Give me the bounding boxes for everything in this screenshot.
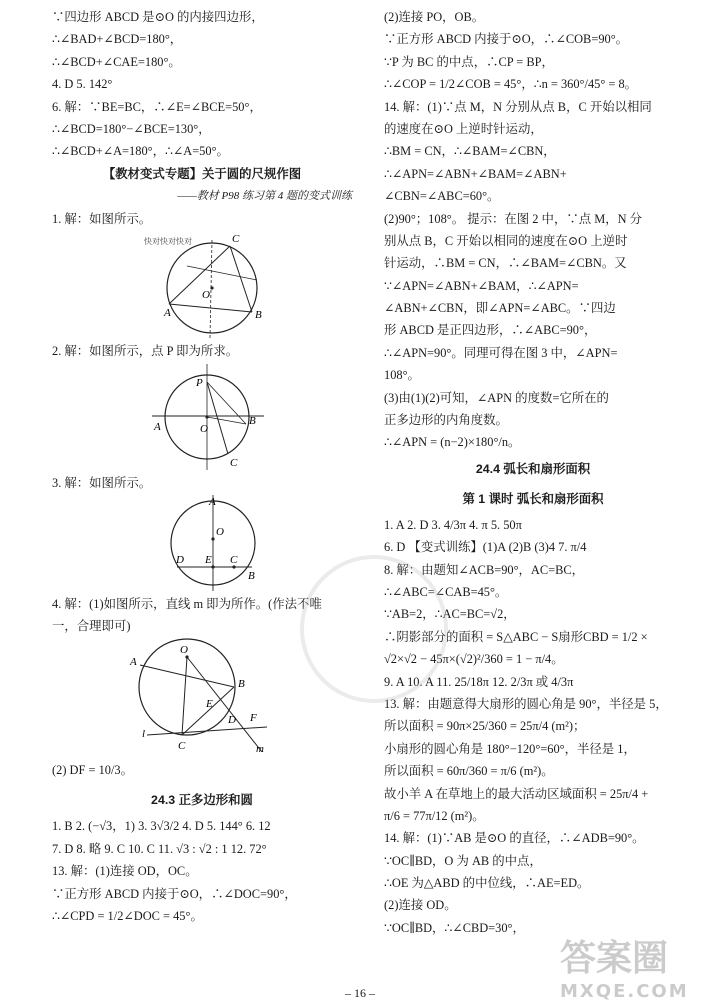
answer-line: ∴∠APN=90°。同理可得在图 3 中，∠APN= [384,345,618,360]
answer-line: ∴∠COP = 1/2∠COB = 45°，∴n = 360°/45° = 8。 [384,77,638,92]
answer-line: √2×√2 − 45π×(√2)²/360 = 1 − π/4。 [384,652,564,667]
watermark-stamp [300,555,448,703]
q3-label-e: E [205,553,212,566]
watermark-text-2: MXQE.COM [560,981,689,1002]
q4-label-d: D [228,714,236,727]
answer-line: ∴∠CPD = 1/2∠DOC = 45°。 [52,909,203,924]
answer-line: ∴∠BCD=180°−∠BCE=130°， [52,121,211,136]
q1-figure [52,230,352,340]
q2-label-c: C [230,457,238,470]
special-topic-title: 【教材变式专题】关于圆的尺规作图 [102,166,302,181]
answer-line: ∵四边形 ABCD 是⊙O 的内接四边形， [52,10,264,24]
q4-label-l: l [142,728,146,741]
answer-line: ∴∠ABC=∠CAB=45°。 [384,584,508,599]
answer-line: π/6 = 77π/12 (m²)。 [384,808,485,823]
answer-line: ∵正方形 ABCD 内接于⊙O，∴∠DOC=90°， [52,886,297,901]
answer-line: 9. A 10. A 11. 25/18π 12. 2/3π 或 4/3π [384,674,574,689]
answer-line: 13. 解：(1)连接 OD，OC。 [52,864,198,879]
q4-label-c: C [178,740,186,753]
section-24-3-answers [52,815,352,927]
q3-label-d: D [176,553,184,566]
left-top-block [52,6,352,163]
answer-line: 别从点 B，C 开始以相同的速度在⊙O 上逆时 [384,233,628,248]
q3-text: 3. 解：如图所示。 [52,476,152,491]
q1-label-a: A [164,306,171,319]
answer-line: ∴OE 为△ABD 的中位线，∴AE=ED。 [384,876,590,891]
answer-line: ∠CBN=∠ABC=60°。 [384,189,500,204]
q2-text: 2. 解：如图所示，点 P 即为所求。 [52,343,239,358]
answer-line: ∵∠APN=∠ABN+∠BAM，∴∠APN= [384,278,579,293]
answer-line: 正多边形的内角度数。 [384,413,508,428]
q4-label-e: E [206,698,213,711]
answer-line: 6. D 【变式训练】(1)A (2)B (3)4 7. π/4 [384,540,587,555]
answer-line: ∵AB=2，∴AC=BC=√2， [384,607,516,622]
q1-mark-text: 快对快对快对 [144,236,192,246]
answer-line: ∴阴影部分的面积 = S△ABC − S扇形CBD = 1/2 × [384,629,648,644]
section-24-4-title: 24.4 弧长和扇形面积 [475,461,591,476]
q4-label-f: F [250,712,257,725]
q1-text: 1. 解：如图所示。 [52,211,152,226]
answer-line: ∵P 为 BC 的中点，∴CP = BP， [384,54,554,69]
lesson-1-title: 第 1 课时 弧长和扇形面积 [462,491,604,506]
answer-line: ∠ABN+∠CBN，即∠APN=∠ABC。∵四边 [384,301,616,316]
answer-line: 所以面积 = 90π×25/360 = 25π/4 (m²)； [384,719,586,734]
q2-label-o: O [200,423,208,436]
right-column [384,6,682,939]
section-24-3-title: 24.3 正多边形和圆 [151,793,253,808]
q3-label-c: C [230,553,238,566]
answer-line: 1. A 2. D 3. 4/3π 4. π 5. 50π [384,517,522,532]
answer-line: 4. 解：(1)如图所示，直线 m 即为所作。(作法不唯 [52,596,322,611]
answer-line: 小扇形的圆心角是 180°−120°=60°，半径是 1， [384,741,636,756]
answer-line: (2)连接 OD。 [384,898,457,913]
q4-label-m: m [256,743,264,756]
answer-line: 13. 解：由题意得大扇形的圆心角是 90°，半径是 5， [384,696,668,711]
watermark-text-1: 答案圈 [560,938,669,979]
answer-line: 针运动，∴BM = CN，∴∠BAM=∠CBN。又 [384,256,627,271]
answer-line: 6. 解：∵BE=BC，∴∠E=∠BCE=50°， [52,99,262,114]
answer-line: (2)连接 PO，OB。 [384,10,485,24]
answer-line: 的速度在⊙O 上逆时针运动， [384,121,543,136]
answer-line: 一，合理即可) [52,619,131,634]
q4-label-a: A [130,656,137,669]
answer-line: ∴∠BCD+∠CAE=180°。 [52,54,181,69]
answer-line: 形 ABCD 是正四边形，∴∠ABC=90°， [384,323,597,338]
answer-line: ∴∠APN=∠ABN+∠BAM=∠ABN+ [384,166,567,181]
q4-answer: (2) DF = 10/3。 [52,763,133,778]
answer-line: 7. D 8. 略 9. C 10. C 11. √3 : √2 : 1 12. 72° [52,841,267,856]
q2-label-p: P [196,377,203,390]
q3-label-a: A [209,495,216,508]
q3-figure [52,495,352,593]
answer-line: (3)由(1)(2)可知，∠APN 的度数=它所在的 [384,390,609,405]
left-column [52,6,352,927]
answer-line: 108°。 [384,368,420,383]
page-number: – 16 – [345,986,375,1000]
answer-line: ∵OC∥BD，O 为 AB 的中点， [384,853,542,868]
q4-label-o: O [180,644,188,657]
answer-line: ∴∠BAD+∠BCD=180°， [52,32,183,47]
q2-label-b: B [249,415,256,428]
q1-label-o: O [202,288,210,301]
answer-line: 4. D 5. 142° [52,77,113,92]
q3-label-b: B [248,569,255,582]
q2-figure [52,362,352,472]
right-block-b [384,514,682,939]
q1-label-b: B [255,308,262,321]
answer-line: ∵正方形 ABCD 内接于⊙O，∴∠COB=90°。 [384,32,629,47]
answer-line: ∴∠APN = (n−2)×180°/n。 [384,435,521,450]
answer-line: ∴BM = CN，∴∠BAM=∠CBN， [384,144,556,159]
special-topic-subtitle: ——教材 P98 练习第 4 题的变式训练 [177,190,352,203]
right-block-a [384,6,682,454]
answer-line: 14. 解：(1)∵AB 是⊙O 的直径，∴∠ADB=90°。 [384,831,645,846]
q1-label-c: C [232,232,240,245]
answer-line: 8. 解：由题知∠ACB=90°，AC=BC， [384,562,585,577]
answer-line: ∵OC∥BD，∴∠CBD=30°， [384,920,525,935]
answer-line: 所以面积 = 60π/360 = π/6 (m²)。 [384,764,554,779]
q4-label-b: B [238,678,245,691]
answer-line: ∴∠BCD+∠A=180°，∴∠A=50°。 [52,144,229,159]
answer-line: 1. B 2. (−√3，1) 3. 3√3/2 4. D 5. 144° 6. 12 [52,819,271,834]
answer-line: 14. 解：(1)∵点 M，N 分别从点 B，C 开始以相同 [384,99,652,114]
q3-label-o: O [216,525,224,538]
q2-label-a: A [154,421,161,434]
answer-line: 故小羊 A 在草地上的最大活动区域面积 = 25π/4 + [384,786,649,801]
answer-line: (2)90°；108°。 提示：在图 2 中，∵点 M，N 分 [384,211,643,226]
